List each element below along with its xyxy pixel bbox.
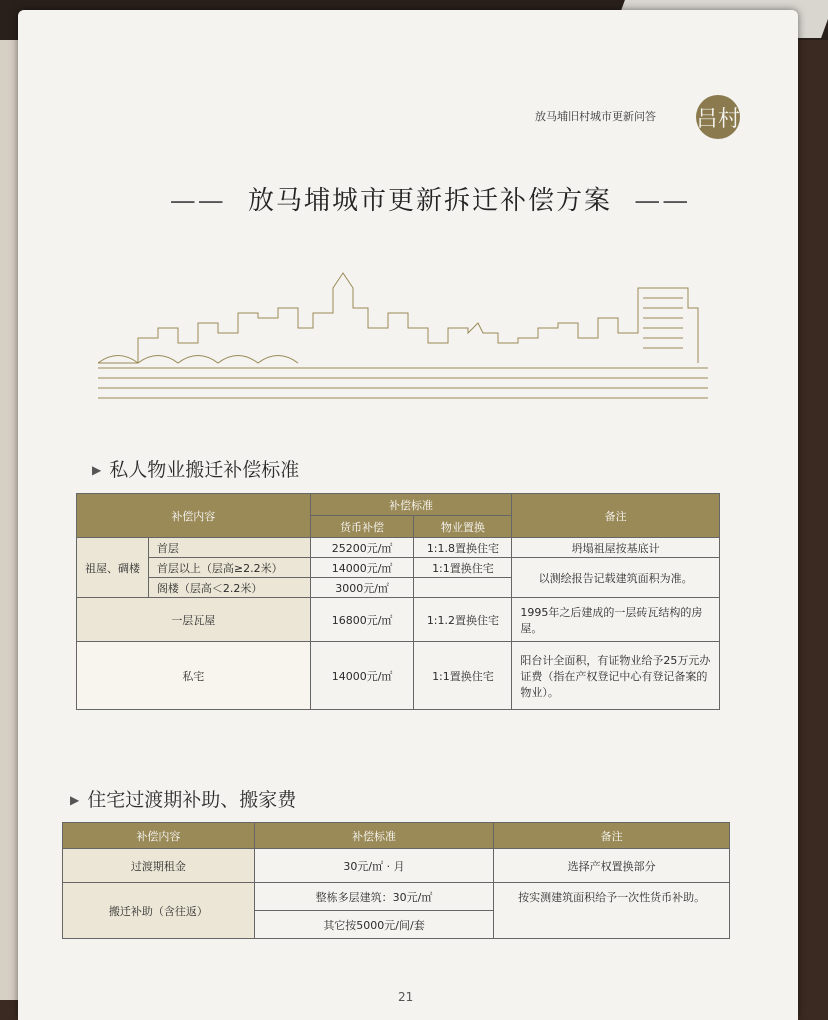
row-property: 1:1.2置换住宅	[414, 598, 512, 642]
table-row	[63, 883, 730, 911]
row-note: 阳台计全面积，有证物业给予25万元办证费（指在产权登记中心有登记备案的物业）。	[512, 642, 720, 710]
row-money: 25200元/㎡	[310, 538, 414, 558]
group-label: 祖屋、碉楼	[77, 538, 149, 598]
table-row	[77, 598, 720, 642]
row-property	[414, 578, 512, 598]
row-note: 1995年之后建成的一层砖瓦结构的房屋。	[512, 598, 720, 642]
header-standard: 补偿标准	[254, 823, 494, 849]
chapter-badge: 吕村	[696, 95, 740, 139]
section-heading-transition	[70, 785, 296, 812]
table-header-row	[63, 823, 730, 849]
page-number: 21	[398, 990, 414, 1004]
row-note: 坍塌祖屋按基底计	[512, 538, 720, 558]
table-row	[77, 642, 720, 710]
row-item: 阁楼（层高＜2.2米）	[148, 578, 310, 598]
section-heading-private-property	[92, 455, 299, 482]
section-heading-text: 住宅过渡期补助、搬家费	[87, 789, 297, 811]
title-dash-right: ——	[634, 186, 691, 216]
row-money: 3000元/㎡	[310, 578, 414, 598]
triangle-bullet-icon: ▶	[92, 463, 102, 477]
triangle-bullet-icon: ▶	[70, 793, 80, 807]
title-text: 放马埔城市更新拆迁补偿方案	[247, 186, 612, 216]
table-header-row	[77, 494, 720, 516]
row-item: 过渡期租金	[63, 849, 255, 883]
transition-subsidy-table	[62, 822, 730, 939]
row-item: 私宅	[77, 642, 311, 710]
row-property: 1:1.8置换住宅	[414, 538, 512, 558]
header-note: 备注	[512, 494, 720, 538]
header-property: 物业置换	[414, 516, 512, 538]
row-standard: 其它按5000元/间/套	[254, 911, 494, 939]
row-property: 1:1置换住宅	[414, 558, 512, 578]
private-property-compensation-table	[76, 493, 720, 710]
page-title	[100, 180, 760, 217]
row-note: 按实测建筑面积给予一次性货币补助。	[494, 883, 730, 939]
row-note: 以测绘报告记载建筑面积为准。	[512, 558, 720, 598]
row-standard: 整栋多层建筑：30元/㎡	[254, 883, 494, 911]
row-item: 首层以上（层高≥2.2米）	[148, 558, 310, 578]
header-content: 补偿内容	[63, 823, 255, 849]
row-item: 搬迁补助（含往返）	[63, 883, 255, 939]
running-header: 放马埔旧村城市更新问答	[535, 110, 656, 123]
header-content: 补偿内容	[77, 494, 311, 538]
row-money: 16800元/㎡	[310, 598, 414, 642]
row-item: 一层瓦屋	[77, 598, 311, 642]
city-skyline-illustration	[98, 268, 710, 418]
table-row	[63, 849, 730, 883]
header-standard: 补偿标准	[310, 494, 512, 516]
row-money: 14000元/㎡	[310, 642, 414, 710]
row-money: 14000元/㎡	[310, 558, 414, 578]
table-row	[77, 538, 720, 558]
row-standard: 30元/㎡ · 月	[254, 849, 494, 883]
header-note: 备注	[494, 823, 730, 849]
book-spine-edge	[0, 40, 20, 1000]
row-note: 选择产权置换部分	[494, 849, 730, 883]
row-property: 1:1置换住宅	[414, 642, 512, 710]
table-row	[77, 558, 720, 578]
row-item: 首层	[148, 538, 310, 558]
header-money: 货币补偿	[310, 516, 414, 538]
section-heading-text: 私人物业搬迁补偿标准	[109, 459, 300, 481]
title-dash-left: ——	[169, 186, 226, 216]
